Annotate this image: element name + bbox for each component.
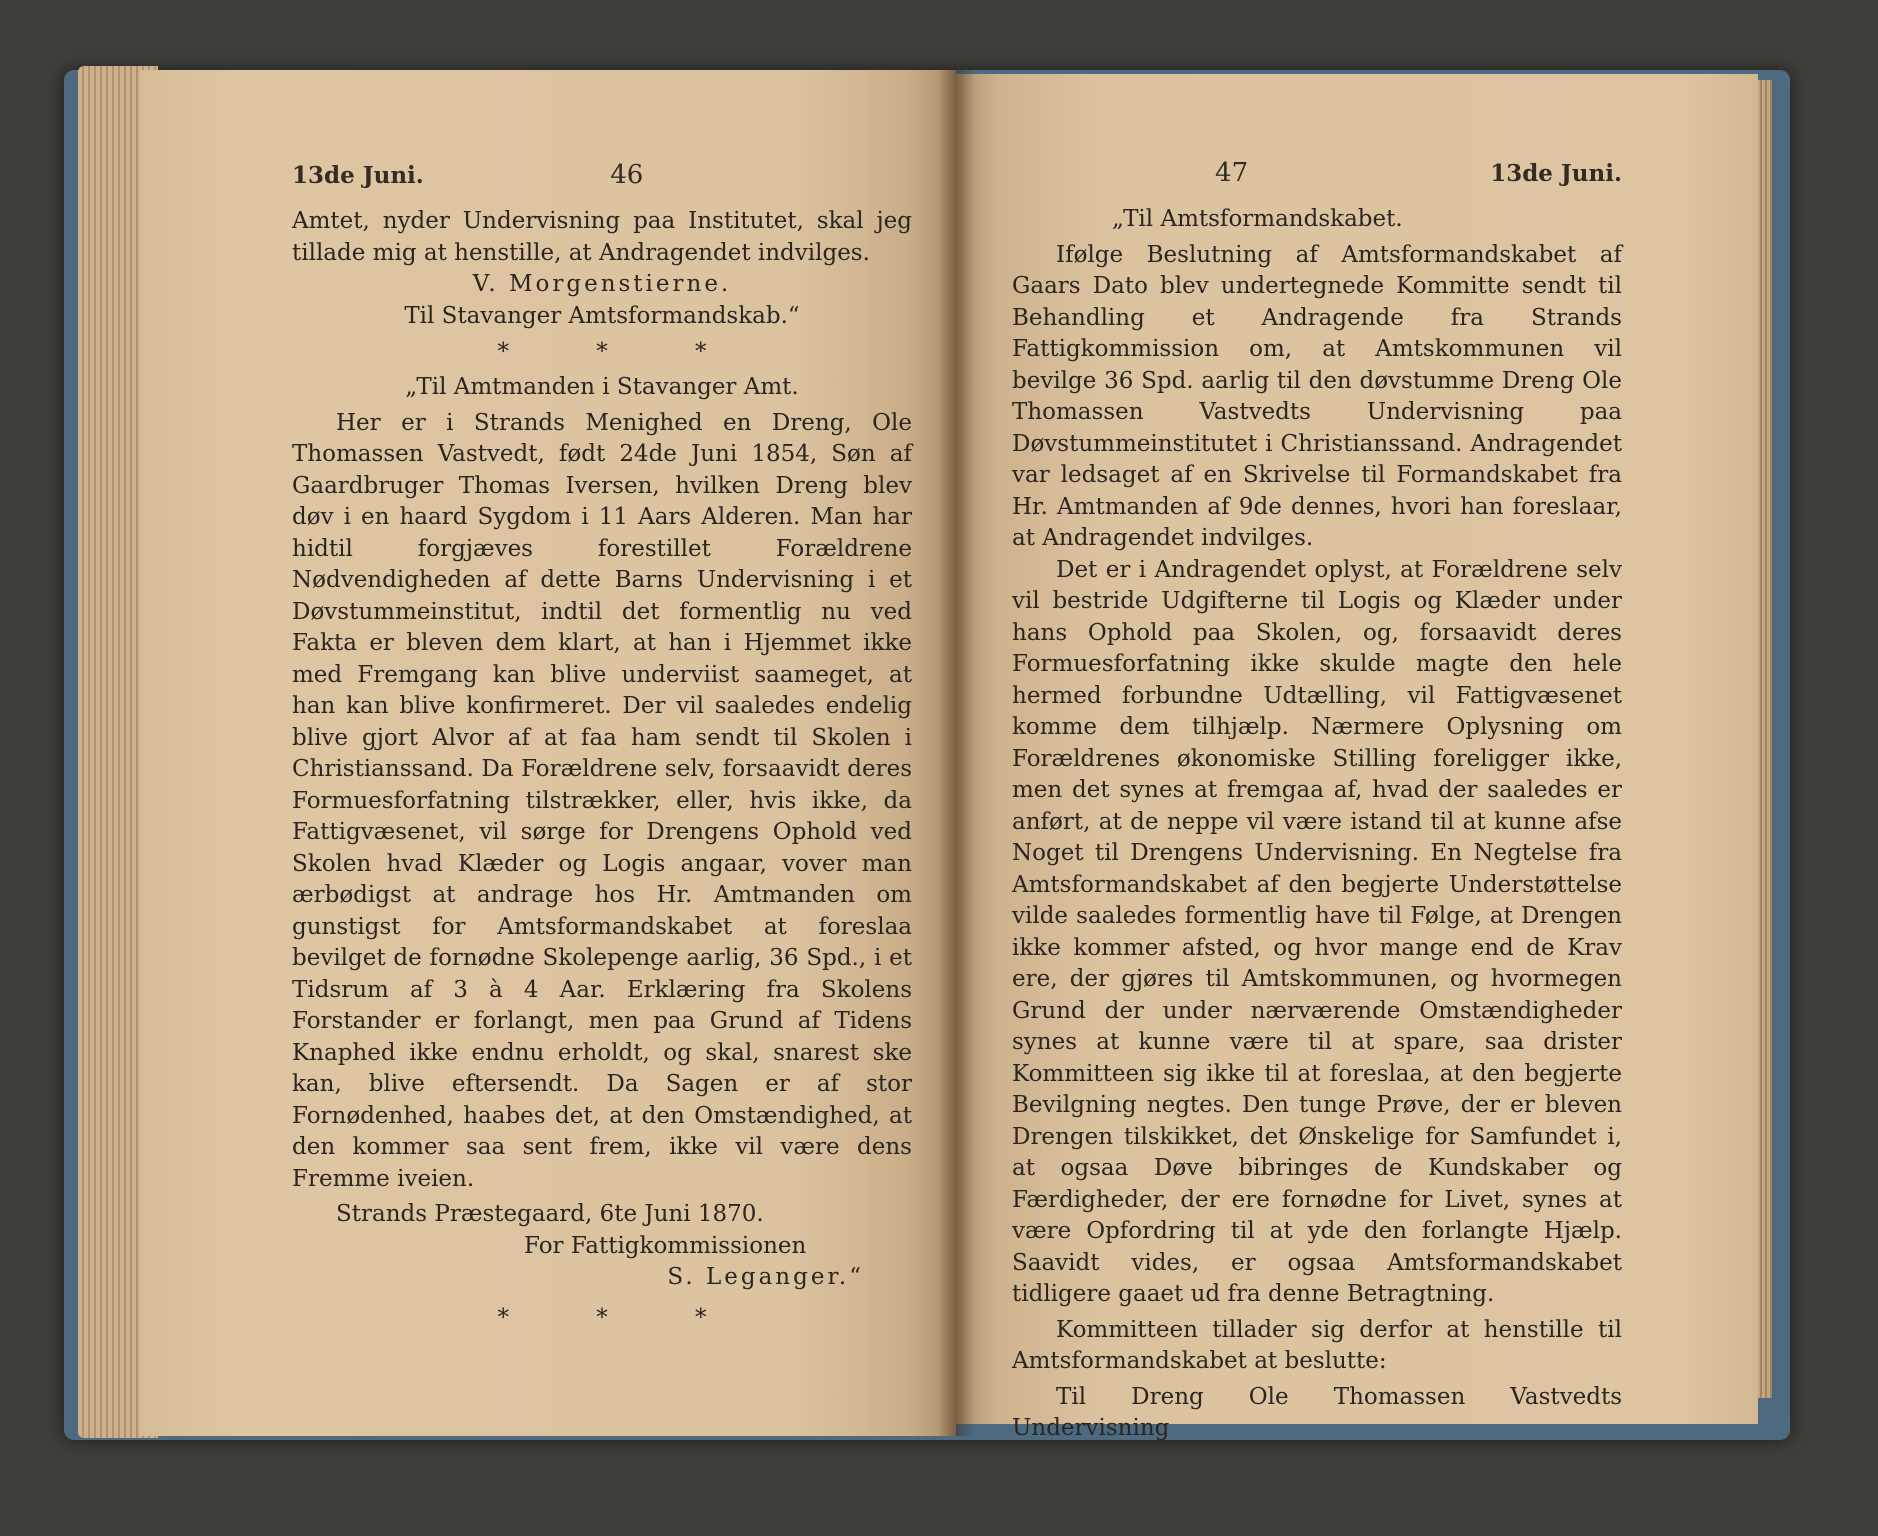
right-page	[956, 74, 1758, 1441]
paragraph: Til Dreng Ole Thomassen Vastvedts Undervisning	[1012, 1383, 1622, 1441]
paragraph: Ifølge Beslutning af Amtsformandskabet af Gaars Dato blev undertegnede Kommitte sendt til Behandling et Andragende fra Strands Fattigkommission om, at Amtskommunen vil bevilge 36 Spd. aarlig til den døvstumme Dreng Ole Thomassen Vastvedts Undervisning paa Døvstummeinstitutet i Christianssand. Andragendet var ledsaget af en Skrivelse til Formandskabet fra Hr. Amtmanden af 9de dennes, hvori han foreslaar, at Andragendet indvilges.	[1012, 241, 1622, 551]
book-gutter	[938, 70, 974, 1436]
paragraph: Her er i Strands Menighed en Dreng, Ole Thomassen Vastvedt, født 24de Juni 1854, Søn af Gaardbruger Thomas Iversen, hvilken Dreng blev døv i en haard Sygdom i 11 Aars Alderen. Man har hidtil forgjæves forestillet Forældrene Nødvendigheden af dette Barns Undervisning i et Døvstummeinstitut, indtil det formentlig nu ved Fakta er bleven dem klart, at han i Hjemmet ikke med Fremgang kan blive underviist saameget, at han kan blive konfirmeret. Der vil saaledes endelig blive gjort Alvor af at faa ham sendt til Skolen i Christianssand. Da Forældrene selv, forsaavidt deres Formuesforfatning tilstrækker, eller, hvis ikke, da Fattigvæsenet, vil sørge for Drengens Ophold ved Skolen hvad Klæder og Logis angaar, vover man ærbødigst at andrage hos Hr. Amtmanden om gunstigst for Amtsformandskabet at foreslaa bevilget de fornødne Skolepenge aarlig, 36 Spd., i et Tidsrum af 3 à 4 Aar. Erklæring fra Skolens Forstander er forlangt, men paa Grund af Tidens Knaphed ikke endnu erholdt, og skal, snarest ske kan, blive eftersendt. Da Sagen er af stor Fornødenhed, haabes det, at den Omstændighed, at den kommer saa sent frem, ikke vil være dens Fremme iveien.	[292, 409, 912, 1192]
section-divider: * * *	[497, 1304, 707, 1331]
section-divider: * * *	[497, 339, 707, 365]
signature: S. Leganger.“	[667, 1264, 864, 1290]
paragraph: Kommitteen tillader sig derfor at henstille til Amtsformandskabet at beslutte:	[1012, 1316, 1622, 1374]
addressee: „Til Amtmanden i Stavanger Amt.	[405, 374, 799, 400]
signature-line: For Fattigkommissionen	[524, 1232, 807, 1259]
paragraph: Det er i Andragendet oplyst, at Forældrene selv vil bestride Udgifterne til Logis og Klæder under hans Ophold paa Skolen, og, forsaavidt deres Formuesforfatning ikke skulde magte den hele hermed forbundne Udtælling, vil Fattigvæsenet komme dem tilhjælp. Nærmere Oplysning om Forældrenes økonomiske Stilling foreligger ikke, men det synes at fremgaa af, hvad der saaledes er anført, at de neppe vil være istand til at kunne afse Noget til Drengens Undervisning. En Negtelse fra Amtsformandskabet af den begjerte Understøttelse vilde saaledes formentlig have til Følge, at Drengen ikke kommer afsted, og hvor mange end de Krav ere, der gjøres til Amtskommunen, og hvormegen Grund der under nærværende Omstændigheder synes at kunne være til at spare, saa drister Kommitteen sig ikke til at foreslaa, at den begjerte Bevilgning negtes. Den tunge Prøve, der er bleven Drengen tilskikket, det Ønskelige for Samfundet i, at ogsaa Døve bibringes de Kundskaber og Færdigheder, der ere fornødne for Livet, synes at være Opfordring til at yde den forlangte Hjælp. Saavidt vides, er ogsaa Amtsformandskabet tidligere gaaet ud fra denne Betragtning.	[1012, 556, 1622, 1307]
page-number: 47	[1215, 158, 1249, 188]
left-page-header	[292, 162, 912, 206]
signature: V. Morgenstierne.	[472, 271, 732, 297]
addressee: „Til Amtsformandskabet.	[1112, 206, 1403, 232]
running-head-date: 13de Juni.	[1490, 160, 1622, 187]
page-number: 46	[610, 160, 644, 190]
right-page-header	[1012, 160, 1622, 204]
running-head-date: 13de Juni.	[292, 162, 424, 189]
right-page-text	[1012, 204, 1622, 1445]
left-page	[140, 70, 956, 1436]
addressee: Til Stavanger Amtsformandskab.“	[404, 302, 800, 329]
left-page-text	[292, 206, 912, 1338]
paragraph: Amtet, nyder Undervisning paa Institutet, skal jeg tillade mig at henstille, at Andragendet indvilges.	[292, 208, 912, 266]
dateline: Strands Præstegaard, 6te Juni 1870.	[336, 1201, 764, 1227]
